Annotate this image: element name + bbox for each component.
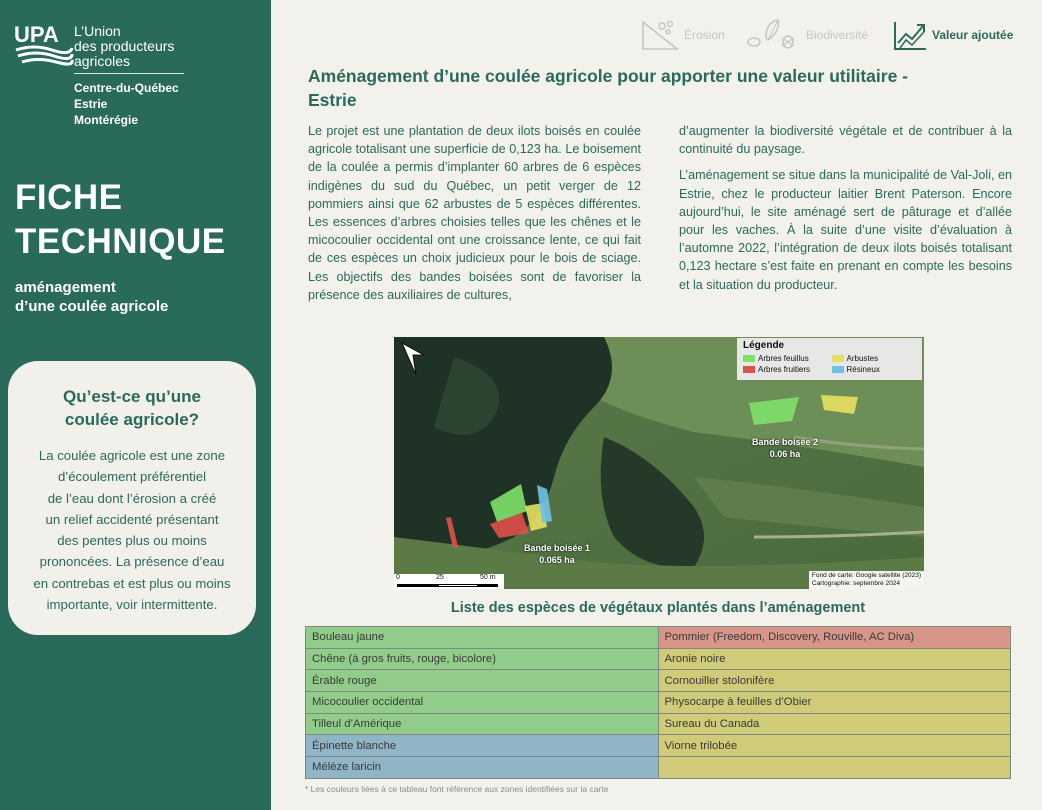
org-line: agricoles xyxy=(74,53,131,69)
legend-label: Résineux xyxy=(846,365,880,374)
species-cell: Micocoulier occidental xyxy=(306,692,659,714)
table-row xyxy=(306,627,1011,649)
erosion-icon xyxy=(640,18,680,52)
map-legend xyxy=(737,338,922,380)
page-title xyxy=(308,64,1018,112)
definition-line: de l’eau dont l’érosion a créé xyxy=(47,490,217,506)
species-cell: Pommier (Freedom, Discovery, Rouville, AC Diva) xyxy=(658,627,1011,649)
logo-text: UPA xyxy=(14,22,59,47)
table-row xyxy=(306,648,1011,670)
table-row xyxy=(306,713,1011,735)
sidebar xyxy=(0,0,271,810)
definition-title-line: coulée agricole? xyxy=(64,410,200,429)
definition-line: importante, voir intermittente. xyxy=(46,597,218,613)
definition-line: La coulée agricole est une zone xyxy=(38,448,226,463)
region: Montérégie xyxy=(74,113,139,127)
body-paragraph: Le projet est une plantation de deux ilots boisés en coulée agricole totalisant une superficie de 0,123 ha. Le boisement de la coulée a permis d’implanter 60 arbres de 6 espèces indigènes du sud du Québec, un petit verger de 12 pommiers ainsi que 62 arbustes de 5 espèces différentes. Les essences d’arbres choisies telles que les chênes et le micocoulier occidental ont une croissance lente, ce qui fait de ces espèces un choix judicieux pour le bois de sciage. Les objectifs des bandes boisées sont de favoriser la présence des auxiliaires de cultures, xyxy=(308,124,641,302)
species-cell: Sureau du Canada xyxy=(658,713,1011,735)
scale-bar xyxy=(394,574,504,589)
legend-swatch xyxy=(743,355,755,362)
zone-2-label xyxy=(752,436,818,460)
definition-line: un relief accidenté présentant xyxy=(45,511,219,527)
definition-text xyxy=(16,445,248,615)
definition-title-line: Qu’est-ce qu’une xyxy=(63,387,201,406)
region: Estrie xyxy=(74,97,108,111)
scale-tick: 0 xyxy=(396,574,400,581)
definition-line: en contrebas et est plus ou moins xyxy=(33,575,231,591)
legend-label: Arbres fruitiers xyxy=(758,365,811,374)
table-row xyxy=(306,670,1011,692)
species-cell: Bouleau jaune xyxy=(306,627,659,649)
site-map xyxy=(394,337,924,589)
species-cell: Cornouiller stolonifère xyxy=(658,670,1011,692)
species-cell: Physocarpe à feuilles d’Obier xyxy=(658,692,1011,714)
legend-item xyxy=(743,354,828,363)
fiche-line: FICHE xyxy=(15,178,123,217)
definition-line: prononcées. La présence d’eau xyxy=(39,554,225,570)
definition-line: d’écoulement préférentiel xyxy=(57,469,207,485)
scale-tick: 25 xyxy=(436,574,444,581)
species-cell xyxy=(658,757,1011,779)
legend-label: Arbustes xyxy=(846,354,879,363)
theme-biodiversite-label: Biodiversité xyxy=(806,28,869,42)
org-line: L’Union xyxy=(74,23,121,39)
species-cell: Viorne trilobée xyxy=(658,735,1011,757)
legend-swatch xyxy=(743,366,755,373)
fiche-heading xyxy=(15,176,226,264)
zone-label-line: 0.065 ha xyxy=(539,555,575,565)
theme-erosion xyxy=(640,18,725,52)
page-title-line: Aménagement d’une coulée agricole pour apporter une valeur utilitaire - xyxy=(308,66,908,86)
footnote: * Les couleurs liées à ce tableau font référence aux zones identifiées sur la carte xyxy=(305,784,609,794)
credit-line: Cartographie: septembre 2024 xyxy=(811,580,901,587)
map-credits xyxy=(809,571,924,589)
species-cell: Tilleul d’Amérique xyxy=(306,713,659,735)
fiche-line: TECHNIQUE xyxy=(15,222,226,261)
theme-biodiversite xyxy=(744,18,868,52)
legend-label: Arbres feuillus xyxy=(758,354,809,363)
upa-logo-icon xyxy=(14,22,74,68)
zone-1-label xyxy=(524,542,590,566)
zone-label-line: Bande boisée 1 xyxy=(524,543,591,553)
species-cell: Chêne (à gros fruits, rouge, bicolore) xyxy=(306,648,659,670)
table-row xyxy=(306,692,1011,714)
org-line: des producteurs xyxy=(74,38,175,54)
species-cell: Épinette blanche xyxy=(306,735,659,757)
legend-item xyxy=(743,365,828,374)
species-table xyxy=(305,626,1011,779)
body-paragraph: d’augmenter la biodiversité végétale et de contribuer à la continuité du paysage. xyxy=(679,124,1012,157)
scale-segment xyxy=(438,584,478,587)
theme-icons xyxy=(640,18,1030,54)
legend-item xyxy=(832,365,917,374)
regions xyxy=(74,80,179,128)
org-name xyxy=(74,24,174,69)
divider xyxy=(74,73,184,74)
subtitle-line: d’une coulée agricole xyxy=(15,298,169,315)
species-cell: Mélèze laricin xyxy=(306,757,659,779)
credit-line: Fond de carte: Google satellite (2023) xyxy=(811,572,921,579)
definition-line: des pentes plus ou moins xyxy=(57,533,207,549)
body-column-2 xyxy=(679,122,1012,294)
legend-swatch xyxy=(832,355,844,362)
definition-box xyxy=(8,361,256,635)
scale-tick: 50 m xyxy=(480,574,496,581)
subtitle-line: aménagement xyxy=(15,279,116,296)
theme-valeur-label: Valeur ajoutée xyxy=(932,28,1014,42)
legend-item xyxy=(832,354,917,363)
theme-erosion-label: Érosion xyxy=(684,28,725,42)
table-row xyxy=(306,757,1011,779)
body-column-1 xyxy=(308,122,641,304)
table-row xyxy=(306,735,1011,757)
fiche-subtitle xyxy=(15,278,168,316)
theme-valeur-ajoutee xyxy=(892,18,1013,52)
body-paragraph: L’aménagement se situe dans la municipalité de Val-Joli, en Estrie, chez le producteur laitier Brent Paterson. Encore aujourd’hui, le site aménagé sert de pâturage et d’allée pour les vaches. À la suite d’une visite d’évaluation à l’automne 2022, l’intégration de deux ilots boisés totalisant 0,123 hectare s’est faite en prenant en compte les besoins et la situation du producteur. xyxy=(679,168,1012,292)
species-cell: Érable rouge xyxy=(306,670,659,692)
page-title-line: Estrie xyxy=(308,90,357,110)
legend-swatch xyxy=(832,366,844,373)
value-chart-icon xyxy=(892,18,928,52)
species-cell: Aronie noire xyxy=(658,648,1011,670)
legend-title: Légende xyxy=(743,340,785,351)
zone-label-line: 0.06 ha xyxy=(769,449,801,459)
definition-title xyxy=(16,385,248,431)
zone-label-line: Bande boisée 2 xyxy=(752,437,819,447)
biodiversity-icon xyxy=(744,18,802,52)
region: Centre-du-Québec xyxy=(74,81,179,95)
species-title: Liste des espèces de végétaux plantés dans l’aménagement xyxy=(450,600,866,616)
